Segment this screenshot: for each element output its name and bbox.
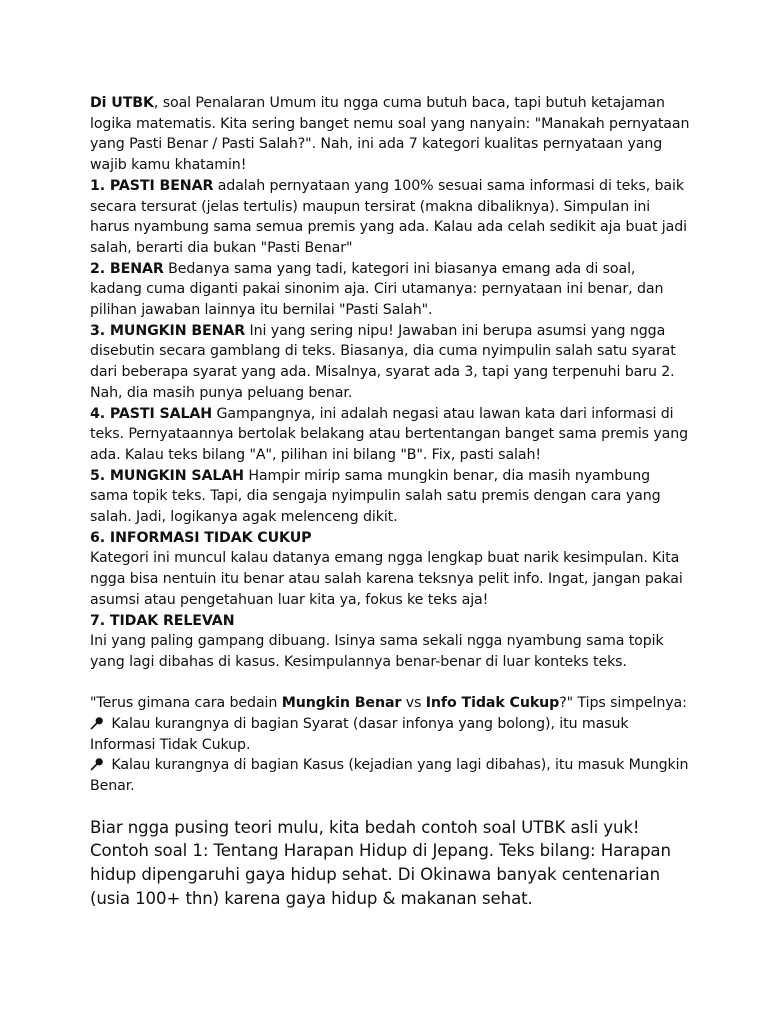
tip-2-text: Kalau kurangnya di bagian Kasus (kejadian yang lagi dibahas), itu masuk Mungkin Benar. bbox=[90, 757, 689, 795]
paragraph-gap bbox=[90, 673, 690, 694]
pushpin-icon bbox=[90, 716, 104, 730]
intro-text: , soal Penalaran Umum itu ngga cuma butuh baca, tapi butuh ketajaman logika matematis. Kita sering banget nemu soal yang nanyain: "Manakah pernyataan yang Pasti Benar / Pasti Salah?". Nah, ini ada 7 kategori kualitas pernyataan yang wajib kamu khatamin! bbox=[90, 95, 690, 174]
document-page bbox=[90, 93, 690, 927]
category-2 bbox=[90, 259, 690, 321]
category-title: 1. PASTI BENAR bbox=[90, 177, 214, 194]
pushpin-icon bbox=[90, 757, 104, 771]
intro-lead: Di UTBK bbox=[90, 95, 154, 111]
category-7-text: Ini yang paling gampang dibuang. Isinya sama sekali ngga nyambung sama topik yang lagi dibahas di kasus. Kesimpulannya benar-benar di luar konteks teks. bbox=[90, 633, 664, 670]
tips-q-start: "Terus gimana cara bedain bbox=[90, 695, 282, 712]
category-7-title: 7. TIDAK RELEVAN bbox=[90, 612, 235, 629]
category-5 bbox=[90, 466, 690, 528]
category-4 bbox=[90, 404, 690, 466]
tips-q-mid: vs bbox=[401, 695, 426, 712]
category-3 bbox=[90, 321, 690, 404]
tips-q-bold1: Mungkin Benar bbox=[281, 695, 402, 712]
category-6-title: 6. INFORMASI TIDAK CUKUP bbox=[90, 529, 312, 546]
tip-2 bbox=[90, 755, 690, 796]
category-text: Ini yang sering nipu! Jawaban ini berupa asumsi yang ngga disebutin secara gamblang di teks. Biasanya, dia cuma nyimpulin salah satu syarat dari beberapa syarat yang ada. Misalnya, syarat ada 3, tapi yang terpenuhi baru 2. Nah, dia masih punya peluang benar. bbox=[90, 322, 676, 401]
tips-q-bold2: Info Tidak Cukup bbox=[425, 695, 560, 712]
category-title: 4. PASTI SALAH bbox=[90, 405, 213, 422]
category-1 bbox=[90, 176, 690, 259]
category-title: 3. MUNGKIN BENAR bbox=[90, 322, 246, 339]
category-title: 5. MUNGKIN SALAH bbox=[90, 467, 244, 484]
category-text: Hampir mirip sama mungkin benar, dia masih nyambung sama topik teks. Tapi, dia sengaja nyimpulin salah satu premis dengan cara yang salah. Jadi, logikanya agak melenceng dikit. bbox=[90, 467, 661, 526]
tip-1 bbox=[90, 714, 690, 755]
body-text bbox=[90, 93, 690, 797]
category-6-text: Kategori ini muncul kalau datanya emang ngga lengkap buat narik kesimpulan. Kita ngga bisa nentuin itu benar atau salah karena teksnya pelit info. Ingat, jangan pakai asumsi atau pengetahuan luar kita ya, fokus ke teks aja! bbox=[90, 550, 683, 608]
tips-question bbox=[90, 693, 690, 714]
category-text: Bedanya sama yang tadi, kategori ini biasanya emang ada di soal, kadang cuma diganti pakai sinonim aja. Ciri utamanya: pernyataan ini benar, dan pilihan jawaban lainnya itu bernilai "Pasti Salah". bbox=[90, 260, 664, 319]
category-title: 2. BENAR bbox=[90, 260, 164, 277]
tips-q-end: ?" Tips simpelnya: bbox=[559, 695, 687, 712]
intro-paragraph bbox=[90, 93, 690, 176]
category-text: Gampangnya, ini adalah negasi atau lawan kata dari informasi di teks. Pernyataannya bertolak belakang atau bertentangan banget sama premis yang ada. Kalau teks bilang "A", pilihan ini bilang "B". Fix, pasti salah! bbox=[90, 405, 689, 463]
tip-1-text: Kalau kurangnya di bagian Syarat (dasar infonya yang bolong), itu masuk Informasi Tidak Cukup. bbox=[90, 716, 629, 753]
category-text: adalah pernyataan yang 100% sesuai sama informasi di teks, baik secara tersurat (jelas tertulis) maupun tersirat (makna dibaliknya). Simpulan ini harus nyambung sama semua premis yang ada. Kalau ada celah sedikit aja buat jadi salah, berarti dia bukan "Pasti Benar" bbox=[90, 177, 687, 256]
outro-paragraph: Biar ngga pusing teori mulu, kita bedah contoh soal UTBK asli yuk! Contoh soal 1: Tentang Harapan Hidup di Jepang. Teks bilang: Harapan hidup dipengaruhi gaya hidup sehat. Di Okinawa banyak centenarian (usia 100+ thn) karena gaya hidup & makanan sehat. bbox=[90, 817, 671, 908]
